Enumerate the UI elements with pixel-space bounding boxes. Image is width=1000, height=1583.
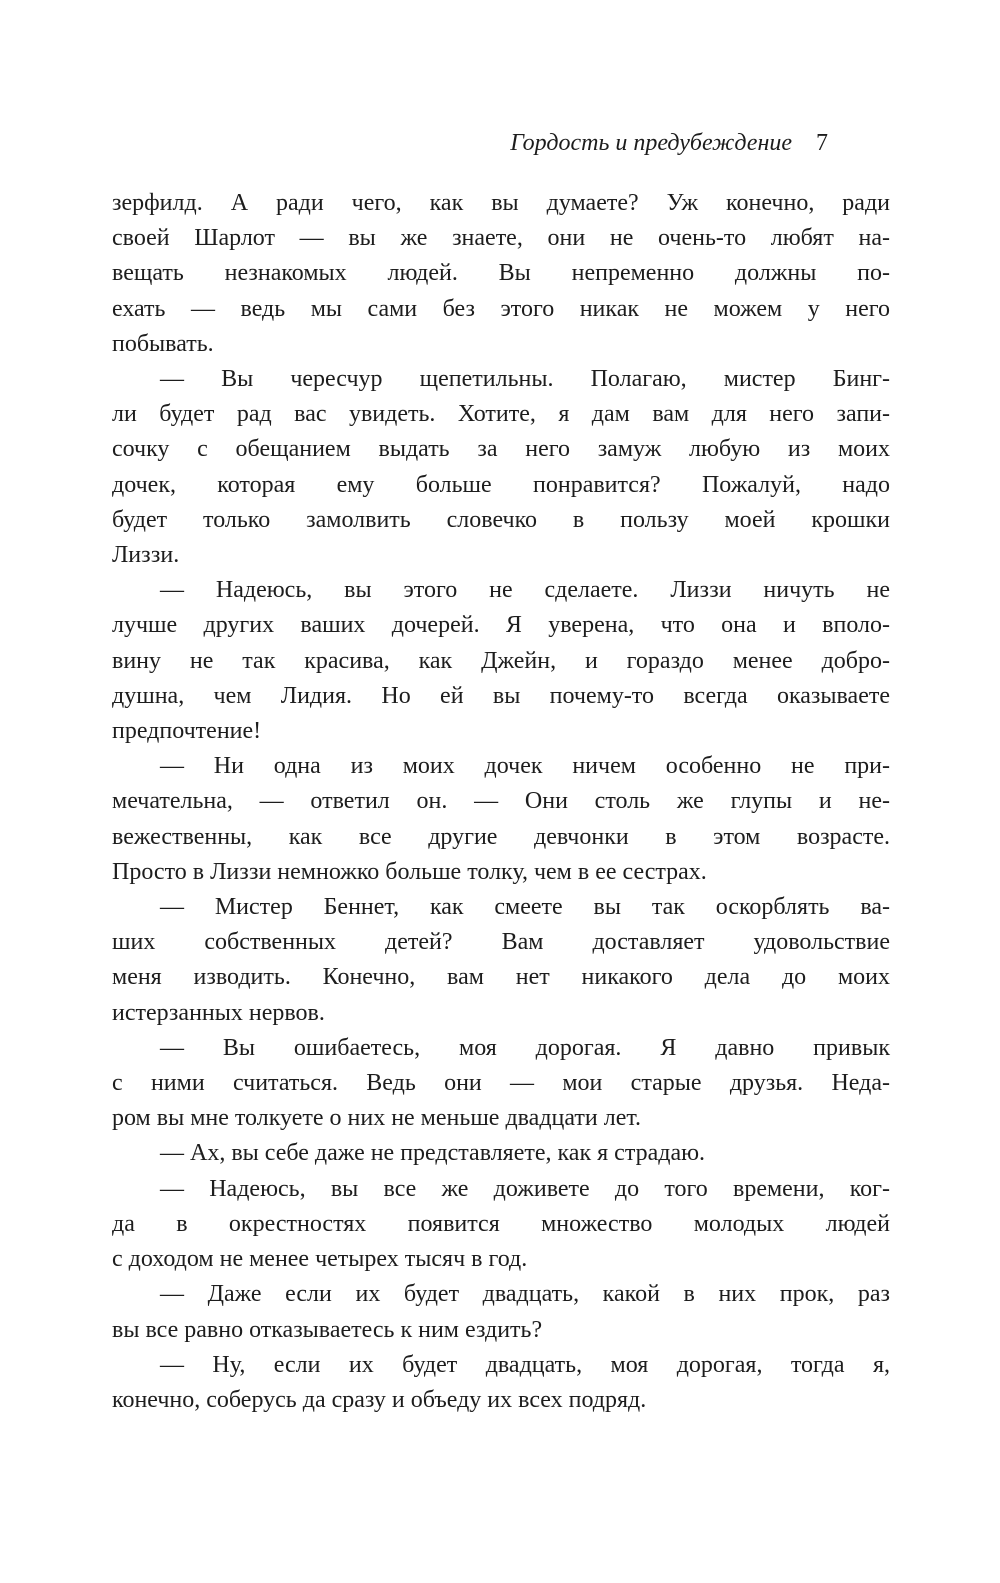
- text-line: предпочтение!: [112, 718, 262, 745]
- text-line: ли будет рад вас увидеть. Хотите, я дам вам для него запи-: [112, 401, 890, 428]
- text-line: побывать.: [112, 330, 214, 357]
- paragraph: [112, 186, 890, 362]
- paragraph: [112, 890, 890, 1031]
- text-line: конечно, соберусь да сразу и объеду их всех подряд.: [112, 1386, 647, 1413]
- text-line: вину не так красива, как Джейн, и гораздо менее добро-: [112, 647, 890, 674]
- text-line: — Ну, если их будет двадцать, моя дорогая, тогда я,: [160, 1351, 890, 1378]
- text-line: ших собственных детей? Вам доставляет удовольствие: [112, 929, 890, 956]
- text-line: — Вы ошибаетесь, моя дорогая. Я давно привык: [160, 1034, 890, 1061]
- running-header: [112, 126, 890, 160]
- text-line: да в окрестностях появится множество молодых людей: [112, 1210, 890, 1237]
- text-line: ром вы мне толкуете о них не меньше двадцати лет.: [112, 1105, 642, 1132]
- text-line: с ними считаться. Ведь они — мои старые друзья. Неда-: [112, 1070, 890, 1097]
- paragraph: [112, 1277, 890, 1347]
- paragraph: [112, 1031, 890, 1137]
- paragraph: [112, 1348, 890, 1418]
- paragraph: [112, 749, 890, 890]
- text-line: истерзанных нервов.: [112, 999, 325, 1026]
- text-line: дочек, которая ему больше понравится? Пожалуй, надо: [112, 471, 890, 498]
- text-line: лучше других ваших дочерей. Я уверена, что она и вполо-: [112, 612, 890, 639]
- paragraph: [112, 573, 890, 749]
- text-line: ехать — ведь мы сами без этого никак не можем у него: [112, 295, 890, 322]
- text-line: — Мистер Беннет, как смеете вы так оскорблять ва-: [160, 894, 890, 921]
- text-line: своей Шарлот — вы же знаете, они не очень-то любят на-: [112, 225, 890, 252]
- paragraph: [112, 1136, 890, 1171]
- paragraph: [112, 1172, 890, 1278]
- text-line: — Вы чересчур щепетильны. Полагаю, мистер Бинг-: [160, 366, 890, 393]
- text-line: — Ни одна из моих дочек ничем особенно не при-: [160, 753, 890, 780]
- text-line: — Надеюсь, вы этого не сделаете. Лиззи ничуть не: [160, 577, 890, 604]
- text-line: душна, чем Лидия. Но ей вы почему-то всегда оказываете: [112, 682, 890, 709]
- text-line: вы все равно отказываетесь к ним ездить?: [112, 1316, 543, 1343]
- paragraph: [112, 362, 890, 573]
- text-line: Лиззи.: [112, 542, 180, 569]
- text-line: меня изводить. Конечно, вам нет никакого дела до моих: [112, 964, 890, 991]
- text-line: будет только замолвить словечко в пользу моей крошки: [112, 506, 890, 533]
- text-line: мечательна, — ответил он. — Они столь же глупы и не-: [112, 788, 890, 815]
- text-line: зерфилд. А ради чего, как вы думаете? Уж конечно, ради: [112, 190, 890, 216]
- text-line: — Даже если их будет двадцать, какой в них прок, раз: [160, 1281, 890, 1308]
- running-title: Гордость и предубеждение: [510, 130, 792, 156]
- page-number: 7: [816, 130, 828, 156]
- text-line: Просто в Лиззи немножко больше толку, чем в ее сестрах.: [112, 858, 707, 885]
- text-line: сочку с обещанием выдать за него замуж любую из моих: [112, 436, 890, 463]
- text-line: вещать незнакомых людей. Вы непременно должны по-: [112, 260, 890, 287]
- text-line: с доходом не менее четырех тысяч в год.: [112, 1246, 528, 1273]
- text-line: вежественны, как все другие девчонки в этом возрасте.: [112, 823, 890, 850]
- text-line: — Ах, вы себе даже не представляете, как я страдаю.: [160, 1140, 706, 1167]
- text-block: [112, 186, 890, 1418]
- text-line: — Надеюсь, вы все же доживете до того времени, ког-: [160, 1175, 890, 1202]
